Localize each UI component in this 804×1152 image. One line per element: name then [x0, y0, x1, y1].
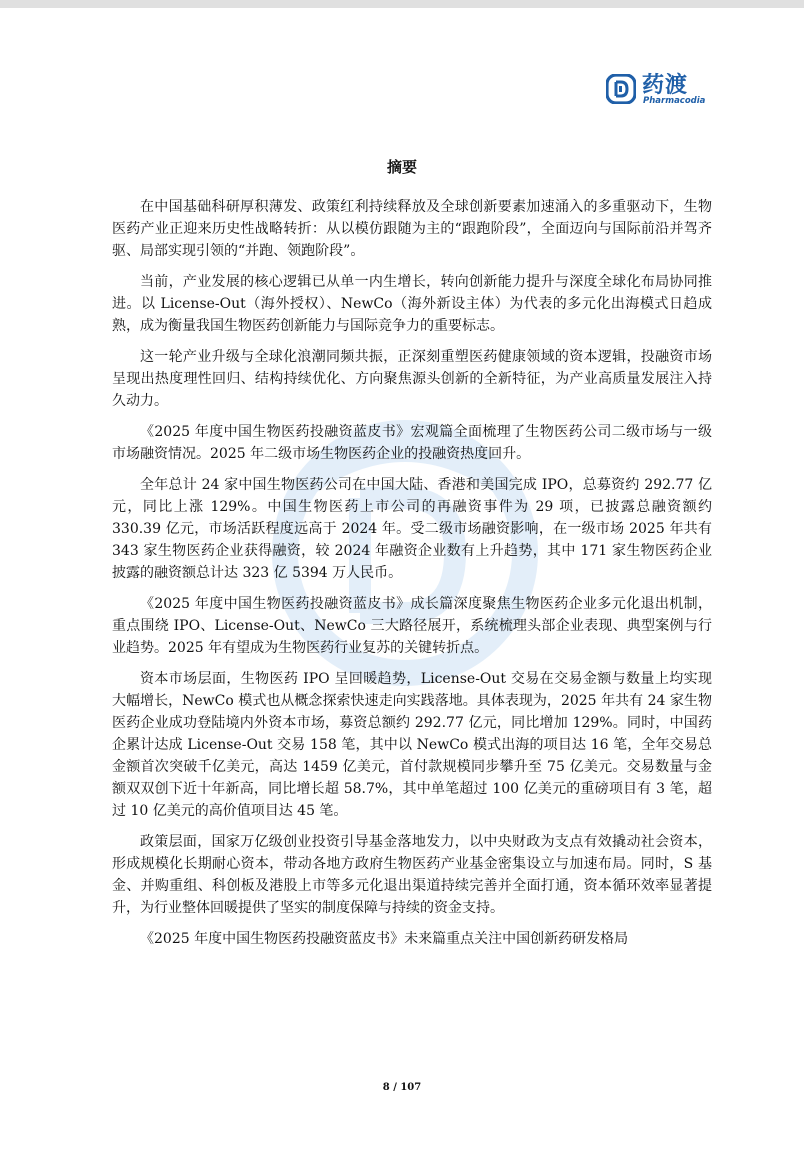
paragraph-7: 资本市场层面，生物医药 IPO 呈回暖趋势，License-Out 交易在交易金额与数量上均实现大幅增长，NewCo 模式也从概念探索快速走向实践落地。具体表现为，2025 年共有 24 家生物医药企业成功登陆境内外资本市场，募资总额约 292.77 亿元，同比增加 129%。同时，中国药企累计达成 License-Out 交易 158 笔，其中以 NewCo 模式出海的项目达 16 笔，全年交易总金额首次突破千亿美元，高达 1459 亿美元，首付款规模同步攀升至 75 亿美元。交易数量与金额双双创下近十年新高，同比增长超 58.7%，其中单笔超过 100 亿美元的重磅项目有 3 笔，超过 10 亿美元的高价值项目达 45 笔。 [112, 671, 712, 819]
section-title: 摘要 [386, 158, 417, 176]
pharmacodia-logo [606, 70, 716, 110]
paragraph-6: 《2025 年度中国生物医药投融资蓝皮书》成长篇深度聚焦生物医药企业多元化退出机制，重点围绕 IPO、License-Out、NewCo 三大路径展开，系统梳理头部企业表现、典型案例与行业趋势。2025 年有望成为生物医药行业复苏的关键转折点。 [112, 596, 712, 656]
viewer-top-bar [0, 0, 804, 8]
paragraph-3: 这一轮产业升级与全球化浪潮同频共振，正深刻重塑医药健康领域的资本逻辑，投融资市场呈现出热度理性回归、结构持续优化、方向聚焦源头创新的全新特征，为产业高质量发展注入持久动力。 [112, 349, 712, 409]
paragraph-1: 在中国基础科研厚积薄发、政策红利持续释放及全球创新要素加速涌入的多重驱动下，生物医药产业正迎来历史性战略转折：从以模仿跟随为主的“跟跑阶段”，全面迈向与国际前沿并驾齐驱、局部实现引领的“并跑、领跑阶段”。 [112, 199, 712, 259]
paragraph-8: 政策层面，国家万亿级创业投资引导基金落地发力，以中央财政为支点有效撬动社会资本，形成规模化长期耐心资本，带动各地方政府生物医药产业基金密集设立与加速布局。同时，S 基金、并购重组、科创板及港股上市等多元化退出渠道持续完善并全面打通，资本循环效率显著提升，为行业整体回暖提供了坚实的制度保障与持续的资金支持。 [112, 834, 712, 916]
logo-chinese-text: 药渡 [642, 73, 689, 98]
document-page [0, 8, 804, 1152]
paragraph-2: 当前，产业发展的核心逻辑已从单一内生增长，转向创新能力提升与深度全球化布局协同推进。以 License-Out（海外授权）、NewCo（海外新设主体）为代表的多元化出海模式日趋成熟，成为衡量我国生物医药创新能力与国际竞争力的重要标志。 [112, 274, 712, 334]
paragraph-9: 《2025 年度中国生物医药投融资蓝皮书》未来篇重点关注中国创新药研发格局 [140, 931, 629, 947]
paragraph-5: 全年总计 24 家中国生物医药公司在中国大陆、香港和美国完成 IPO，总募资约 292.77 亿元，同比上涨 129%。中国生物医药上市公司的再融资事件为 29 项，已披露总融资额约 330.39 亿元，市场活跃程度远高于 2024 年。受二级市场融资影响，在一级市场 2025 年共有 343 家生物医药企业获得融资，较 2024 年融资企业数有上升趋势，其中 171 家生物医药企业披露的融资额总计达 323 亿 5394 万人民币。 [112, 477, 712, 581]
logo-english-text: Pharmacodia [643, 96, 706, 106]
paragraph-4: 《2025 年度中国生物医药投融资蓝皮书》宏观篇全面梳理了生物医药公司二级市场与一级市场融资情况。2025 年二级市场生物医药企业的投融资热度回升。 [112, 424, 712, 462]
logo-mark-icon [606, 74, 636, 104]
abstract-body [112, 196, 712, 959]
page-number: 8 / 107 [382, 1082, 422, 1093]
